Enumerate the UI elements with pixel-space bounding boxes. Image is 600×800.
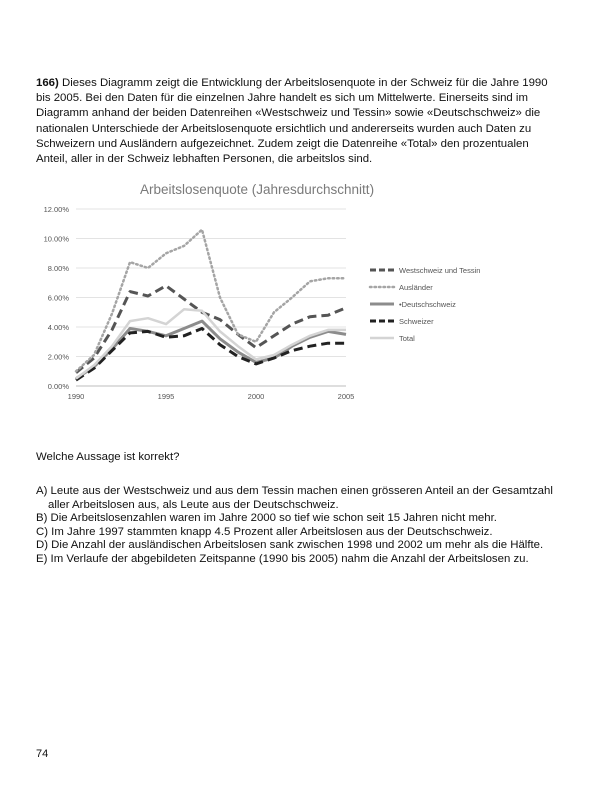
question-number: 166) xyxy=(36,77,59,89)
series-line-2 xyxy=(76,321,346,379)
x-tick-label: 2005 xyxy=(337,392,355,401)
chart-svg xyxy=(36,178,556,418)
legend-label-1: Ausländer xyxy=(399,283,433,292)
page-number: 74 xyxy=(36,748,49,760)
y-tick-label: 4.00% xyxy=(47,323,69,332)
x-tick-label: 1990 xyxy=(67,392,85,401)
x-tick-label: 1995 xyxy=(157,392,175,401)
answer-e: E) Im Verlaufe der abgebildeten Zeitspanne (1990 bis 2005) nahm die Anzahl der Arbeitslosen zu. xyxy=(36,552,529,565)
answer-c: C) Im Jahre 1997 stammten knapp 4.5 Prozent aller Arbeitslosen aus der Deutschschweiz. xyxy=(36,525,493,538)
y-tick-label: 10.00% xyxy=(43,234,69,244)
y-tick-label: 12.00% xyxy=(43,205,69,214)
legend-label-4: Total xyxy=(399,334,415,343)
y-tick-label: 8.00% xyxy=(47,264,69,273)
series-line-3 xyxy=(76,329,346,381)
legend-label-0: Westschweiz und Tessin xyxy=(399,266,481,275)
chart-title: Arbeitslosenquote (Jahresdurchschnitt) xyxy=(139,182,375,197)
question-text: Welche Aussage ist korrekt? xyxy=(36,451,180,463)
y-tick-label: 2.00% xyxy=(47,352,69,362)
y-tick-label: 0.00% xyxy=(47,382,69,391)
legend-label-2: •Deutschschweiz xyxy=(399,300,456,309)
answer-a: A) Leute aus der Westschweiz und aus dem Tessin machen einen grösseren Anteil an der Gesamtzahl aller Arbeitslosen aus, als Leute aus der Deutschschweiz. xyxy=(36,485,553,511)
series-lines xyxy=(76,230,346,380)
x-tick-label: 2000 xyxy=(247,392,265,401)
answer-list xyxy=(36,485,556,567)
answer-d: D) Die Anzahl der ausländischen Arbeitslosen sank zwischen 1998 und 2002 um mehr als die Hälfte. xyxy=(36,539,544,552)
legend xyxy=(370,266,480,343)
y-tick-label: 6.00% xyxy=(47,293,69,303)
unemployment-chart xyxy=(36,178,556,418)
answer-b: B) Die Arbeitslosenzahlen waren im Jahre 2000 so tief wie schon seit 15 Jahren nicht mehr. xyxy=(36,512,497,525)
legend-label-3: Schweizer xyxy=(399,317,434,326)
intro-text: Dieses Diagramm zeigt die Entwicklung der Arbeitslosenquote in der Schweiz für die Jahre 1990 bis 2005. Bei den Daten für die einzelnen Jahre handelt es sich um Mittelwerte. Einerseits sind im Diagramm anhand der beiden Datenreihen «Westschweiz und Tessin» sowie «Deutschschweiz» die nationalen Unterschiede der Arbeitslosenquote ersichtlich und andererseits wurden auch Daten zu Schweizern und Ausländern aufgezeichnet. Zudem zeigt die Datenreihe «Total» den prozentualen Anteil, aller in der Schweiz lebhaften Personen, die arbeitslos sind. xyxy=(36,77,548,166)
intro-paragraph xyxy=(36,76,556,167)
series-line-1 xyxy=(76,230,346,372)
